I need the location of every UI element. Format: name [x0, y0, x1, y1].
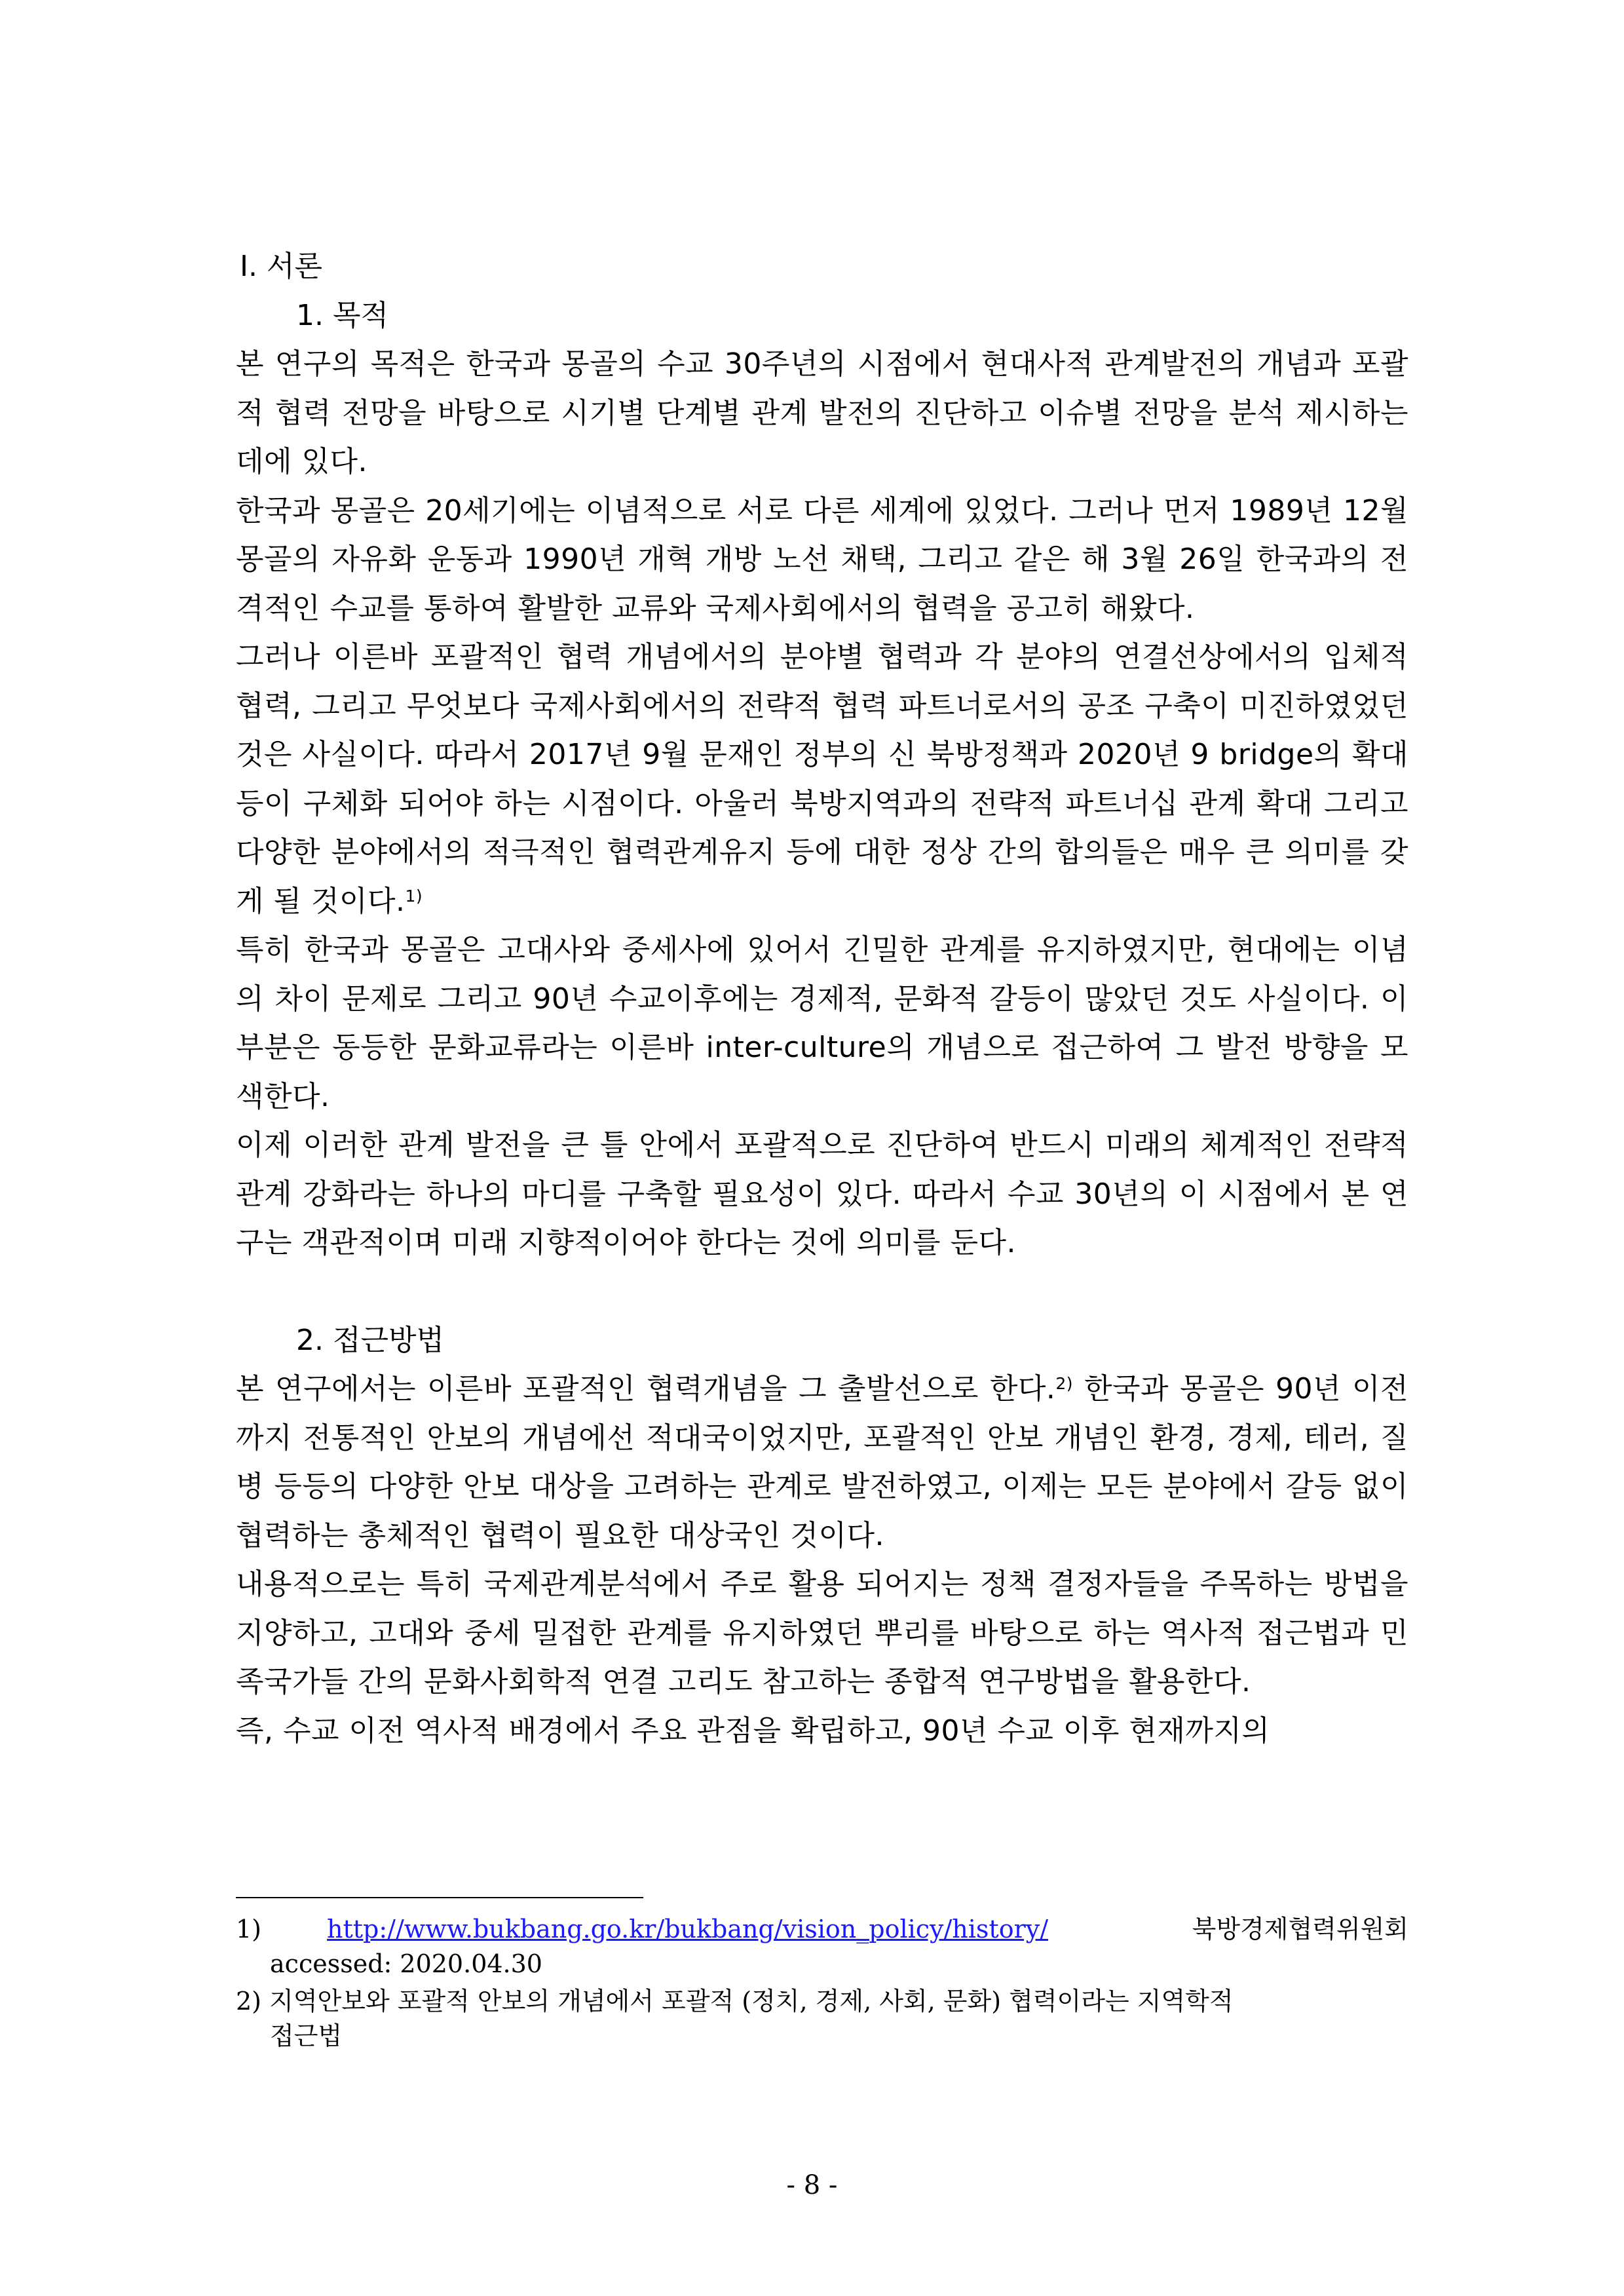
- page-number: - 8 -: [786, 2170, 838, 2200]
- paragraph: [236, 1365, 1408, 1560]
- footnote-text: 지역안보와 포괄적 안보의 개념에서 포괄적 (정치, 경제, 사회, 문화) 협력이라는 지역학적: [269, 1987, 1234, 2016]
- footnote-text-continued: 접근법: [270, 2021, 343, 2050]
- footnote-2-line: [236, 1984, 1408, 2019]
- footnote-number: 1): [236, 1915, 262, 1943]
- subsection-heading-purpose: 1. 목적: [296, 298, 388, 332]
- footnote-1-content: [236, 1912, 1048, 1947]
- body-content: [236, 242, 1408, 1755]
- footnote-1: [236, 1912, 1408, 1981]
- footnote-2: [236, 1984, 1408, 2054]
- paragraph: 내용적으로는 특히 국제관계분석에서 주로 활용 되어지는 정책 결정자들을 주목하는 방법을 지양하고, 고대와 중세 밀접한 관계를 유지하였던 뿌리를 바탕으로 하는 역사적 접근법과 민족국가들 간의 문화사회학적 연결 고리도 참고하는 종합적 연구방법을 활용한다.: [236, 1567, 1408, 1698]
- paragraph-text: 그러나 이른바 포괄적인 협력 개념에서의 분야별 협력과 각 분야의 연결선상에서의 입체적 협력, 그리고 무엇보다 국제사회에서의 전략적 협력 파트너로서의 공조 구축이 미진하였었던 것은 사실이다. 따라서 2017년 9월 문재인 정부의 신 북방정책과 2020년 9 bridge의 확대 등이 구체화 되어야 하는 시점이다. 아울러 북방지역과의 전략적 파트너십 관계 확대 그리고 다양한 분야에서의 적극적인 협력관계유지 등에 대한 정상 간의 합의들은 매우 큰 의미를 갖게 될 것이다.: [236, 640, 1408, 918]
- paragraph-text: 한국과 몽골은 90년 이전까지 전통적인 안보의 개념에선 적대국이었지만, 포괄적인 안보 개념인 환경, 경제, 테러, 질병 등등의 다양한 안보 대상을 고려하는 관계로 발전하였고, 이제는 모든 분야에서 갈등 없이 협력하는 총체적인 협력이 필요한 대상국인 것이다.: [236, 1372, 1408, 1552]
- footnote-accessed-date: accessed: 2020.04.30: [270, 1949, 542, 1978]
- footnote-ref-2[interactable]: 2): [1055, 1374, 1074, 1393]
- paragraph: 이제 이러한 관계 발전을 큰 틀 안에서 포괄적으로 진단하여 반드시 미래의 체계적인 전략적 관계 강화라는 하나의 마디를 구축할 필요성이 있다. 따라서 수교 30년의 이 시점에서 본 연구는 객관적이며 미래 지향적이어야 한다는 것에 의미를 둔다.: [236, 1128, 1408, 1259]
- footnote-source-org: 북방경제협력위원회: [1192, 1915, 1408, 1943]
- paragraph: 즉, 수교 이전 역사적 배경에서 주요 관점을 확립하고, 90년 수교 이후 현재까지의: [236, 1713, 1270, 1748]
- section-spacer: [236, 1268, 1408, 1316]
- footnotes: [236, 1912, 1408, 2056]
- footnote-ref-1[interactable]: 1): [405, 886, 423, 906]
- paragraph-text: 본 연구에서는 이른바 포괄적인 협력개념을 그 출발선으로 한다.: [236, 1372, 1056, 1406]
- section-heading: Ⅰ. 서론: [240, 250, 322, 283]
- paragraph: 본 연구의 목적은 한국과 몽골의 수교 30주년의 시점에서 현대사적 관계발전의 개념과 포괄적 협력 전망을 바탕으로 시기별 단계별 관계 발전의 진단하고 이슈별 전망을 분석 제시하는 데에 있다.: [236, 347, 1408, 478]
- footnote-number: 2): [236, 1987, 262, 2016]
- paragraph: 특히 한국과 몽골은 고대사와 중세사에 있어서 긴밀한 관계를 유지하였지만, 현대에는 이념의 차이 문제로 그리고 90년 수교이후에는 경제적, 문화적 갈등이 많았던 것도 사실이다. 이 부분은 동등한 문화교류라는 이른바 inter-culture의 개념으로 접근하여 그 발전 방향을 모색한다.: [236, 933, 1408, 1113]
- footnote-separator: [236, 1897, 643, 1898]
- footnote-1-line: [236, 1912, 1408, 1947]
- footnote-link[interactable]: http://www.bukbang.go.kr/bukbang/vision_policy/history/: [327, 1915, 1049, 1943]
- paragraph: 한국과 몽골은 20세기에는 이념적으로 서로 다른 세계에 있었다. 그러나 먼저 1989년 12월 몽골의 자유화 운동과 1990년 개혁 개방 노선 채택, 그리고 같은 해 3월 26일 한국과의 전격적인 수교를 통하여 활발한 교류와 국제사회에서의 협력을 공고히 해왔다.: [236, 493, 1409, 625]
- paragraph: [236, 633, 1408, 926]
- subsection-heading-approach: 2. 접근방법: [296, 1323, 444, 1357]
